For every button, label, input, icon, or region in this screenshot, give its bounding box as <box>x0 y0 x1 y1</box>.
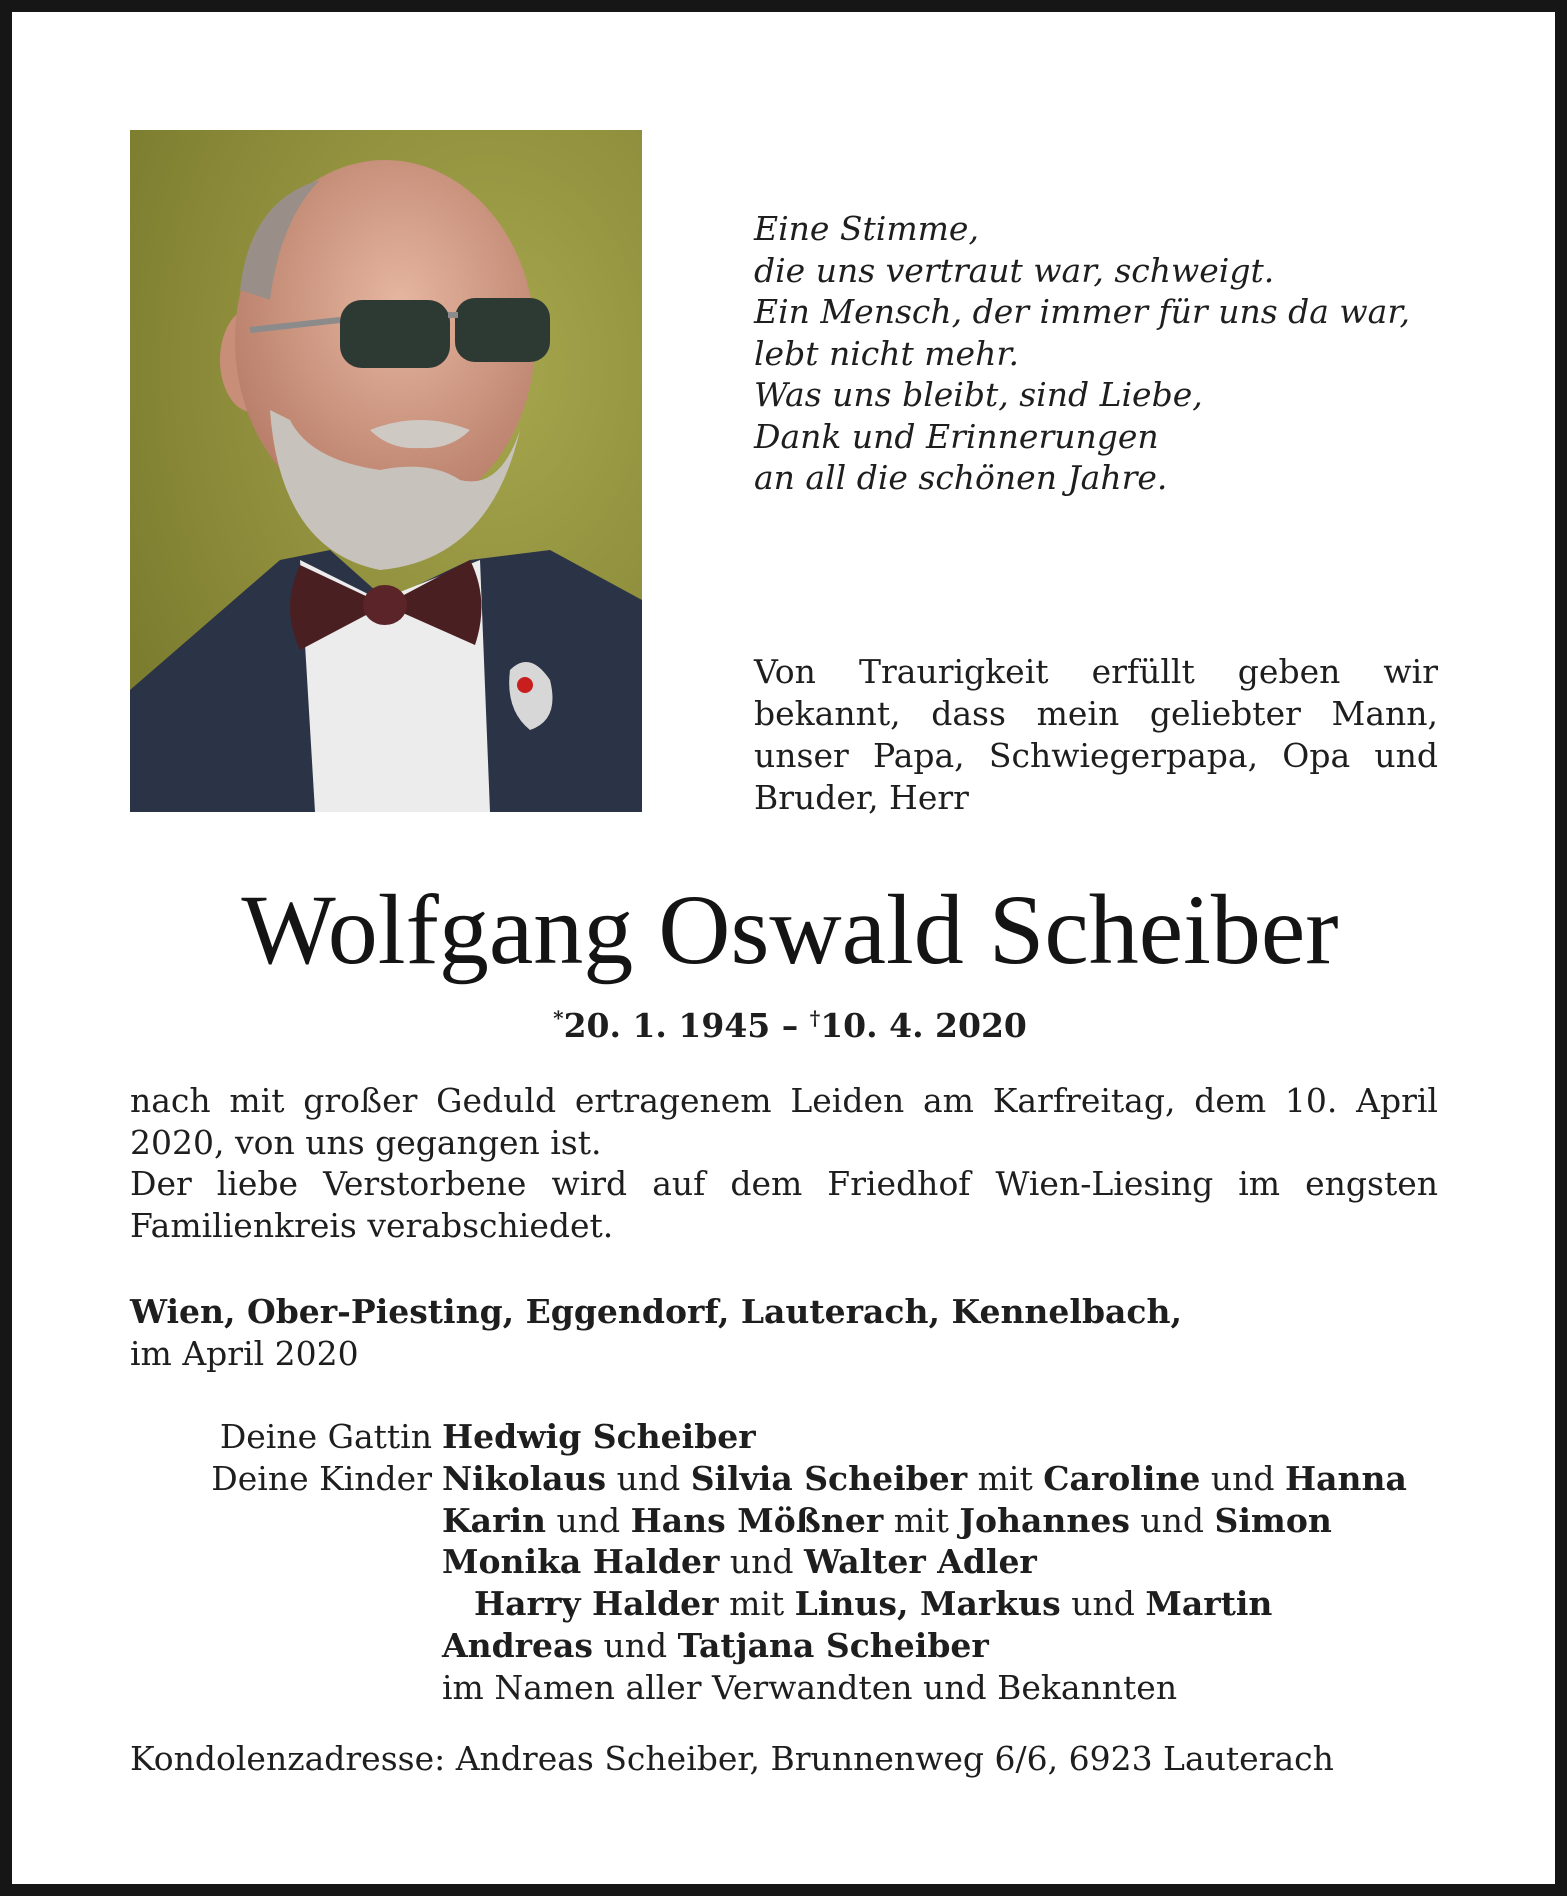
poem-line: Was uns bleibt, sind Liebe, <box>754 375 1203 414</box>
condolence-address: Kondolenzadresse: Andreas Scheiber, Brunnenweg 6/6, 6923 Lauterach <box>130 1739 1334 1778</box>
family-name: Martin <box>1145 1584 1273 1624</box>
poem-line: Ein Mensch, der immer für uns da war, <box>754 292 1410 331</box>
places-date: im April 2020 <box>130 1334 359 1373</box>
conjunction-und: und <box>616 1458 681 1498</box>
poem-line: Eine Stimme, <box>754 209 979 248</box>
spouse-label: Deine Gattin <box>219 1417 432 1456</box>
family-row <box>130 1625 1440 1667</box>
intro-text: Von Traurigkeit erfüllt geben wir bekannt, dass mein geliebter Mann, unser Papa, Schwiegerpapa, Opa und Bruder, Herr <box>754 652 1438 817</box>
family-name: Karin <box>442 1500 546 1540</box>
family-row <box>130 1583 1440 1625</box>
conjunction-mit: mit <box>893 1500 949 1540</box>
family-name: Hans Mößner <box>630 1500 884 1540</box>
spouse-name: Hedwig Scheiber <box>442 1417 756 1456</box>
family-name: Johannes <box>959 1500 1130 1540</box>
family-name: Tatjana Scheiber <box>677 1625 989 1665</box>
conjunction-mit: mit <box>977 1458 1033 1498</box>
children-label: Deine Kinder <box>211 1458 432 1498</box>
birth-symbol: * <box>553 1006 564 1030</box>
family-closing: im Namen aller Verwandten und Bekannten <box>442 1667 1178 1707</box>
conjunction-mit: mit <box>729 1584 785 1624</box>
conjunction-und: und <box>1210 1458 1275 1498</box>
poem-line: an all die schönen Jahre. <box>754 458 1168 497</box>
family-row <box>130 1541 1440 1583</box>
death-date: 10. 4. 2020 <box>820 1006 1027 1045</box>
places-list: Wien, Ober-Piesting, Eggendorf, Lauterach, Kennelbach, <box>130 1292 1182 1331</box>
conjunction-und: und <box>729 1542 794 1582</box>
portrait-photo <box>130 130 642 812</box>
family-list <box>130 1416 1440 1709</box>
family-name: Nikolaus <box>442 1458 607 1498</box>
family-name: Caroline <box>1043 1458 1201 1498</box>
body-paragraph-passing: nach mit großer Geduld ertragenem Leiden am Karfreitag, dem 10. April 2020, von uns gegangen ist. <box>130 1081 1438 1162</box>
family-name: Monika Halder <box>442 1542 720 1582</box>
places-block <box>130 1291 1440 1375</box>
body-text <box>130 1080 1438 1246</box>
birth-date: 20. 1. 1945 <box>563 1006 771 1045</box>
poem-line: die uns vertraut war, schweigt. <box>754 250 1275 290</box>
date-separator: – <box>770 1006 810 1045</box>
family-name: Hanna <box>1284 1458 1407 1498</box>
family-row <box>130 1416 1440 1458</box>
family-name: Harry Halder <box>474 1584 719 1624</box>
family-row <box>130 1667 1440 1709</box>
poem <box>754 208 1454 499</box>
family-row <box>130 1458 1440 1500</box>
deceased-name: Wolfgang Oswald Scheiber <box>241 874 1339 985</box>
family-name: Walter Adler <box>804 1542 1037 1582</box>
poem-line: lebt nicht mehr. <box>754 333 1019 373</box>
conjunction-und: und <box>1071 1584 1135 1624</box>
family-name: Linus, Markus <box>794 1584 1061 1624</box>
death-symbol: † <box>809 1006 821 1030</box>
family-row <box>130 1500 1440 1542</box>
body-paragraph-funeral: Der liebe Verstorbene wird auf dem Friedhof Wien-Liesing im engsten Familienkreis verabschiedet. <box>130 1164 1438 1245</box>
life-dates <box>140 998 1440 1046</box>
poem-line: Dank und Erinnerungen <box>754 416 1159 456</box>
conjunction-und: und <box>603 1625 668 1665</box>
family-name: Silvia Scheiber <box>690 1458 968 1498</box>
family-name: Andreas <box>442 1625 594 1665</box>
family-name: Simon <box>1214 1500 1332 1540</box>
conjunction-und: und <box>556 1500 621 1540</box>
conjunction-und: und <box>1140 1500 1205 1540</box>
